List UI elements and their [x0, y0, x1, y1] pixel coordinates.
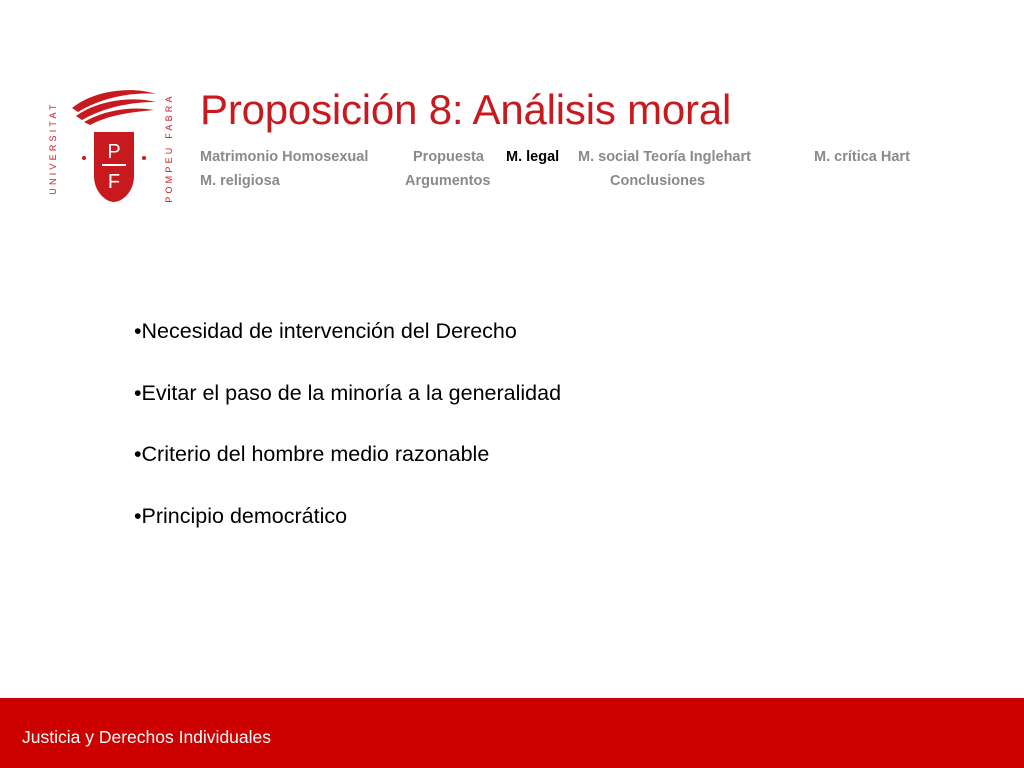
bullet-item: •Necesidad de intervención del Derecho — [134, 319, 517, 343]
logo-pompeu-fabra-text: POMPEU FABRA — [164, 93, 174, 203]
bullet-item: •Evitar el paso de la minoría a la generalidad — [134, 380, 562, 405]
bullet-item: •Principio democrático — [134, 503, 348, 528]
bullet-item: •Criterio del hombre medio razonable — [134, 442, 490, 466]
logo-dot-right — [142, 156, 146, 160]
nav-link-m-critica[interactable]: M. crítica Hart — [814, 149, 910, 165]
nav-link-argumentos[interactable]: Argumentos — [405, 173, 491, 189]
slide-title: Proposición 8: Análisis moral — [200, 86, 732, 133]
bullet-list — [134, 318, 561, 564]
footer-text: Justicia y Derechos Individuales — [22, 727, 272, 747]
logo-letter-f: F — [107, 171, 121, 193]
nav-link-m-religiosa[interactable]: M. religiosa — [200, 173, 280, 189]
nav-link-m-social[interactable]: M. social Teoría Inglehart — [578, 149, 751, 165]
nav-link-m-legal[interactable]: M. legal — [506, 149, 560, 165]
nav-link-matrimonio-homosexual[interactable]: Matrimonio Homosexual — [200, 149, 369, 165]
university-logo — [44, 84, 184, 208]
logo-universitat-text: UNIVERSITAT — [48, 101, 58, 195]
nav-link-propuesta[interactable]: Propuesta — [413, 149, 484, 165]
logo-letter-p: P — [107, 141, 121, 163]
upf-logo-icon — [44, 84, 184, 208]
logo-dot-left — [82, 156, 86, 160]
footer-bar — [0, 698, 1024, 768]
nav-link-conclusiones[interactable]: Conclusiones — [610, 173, 706, 189]
